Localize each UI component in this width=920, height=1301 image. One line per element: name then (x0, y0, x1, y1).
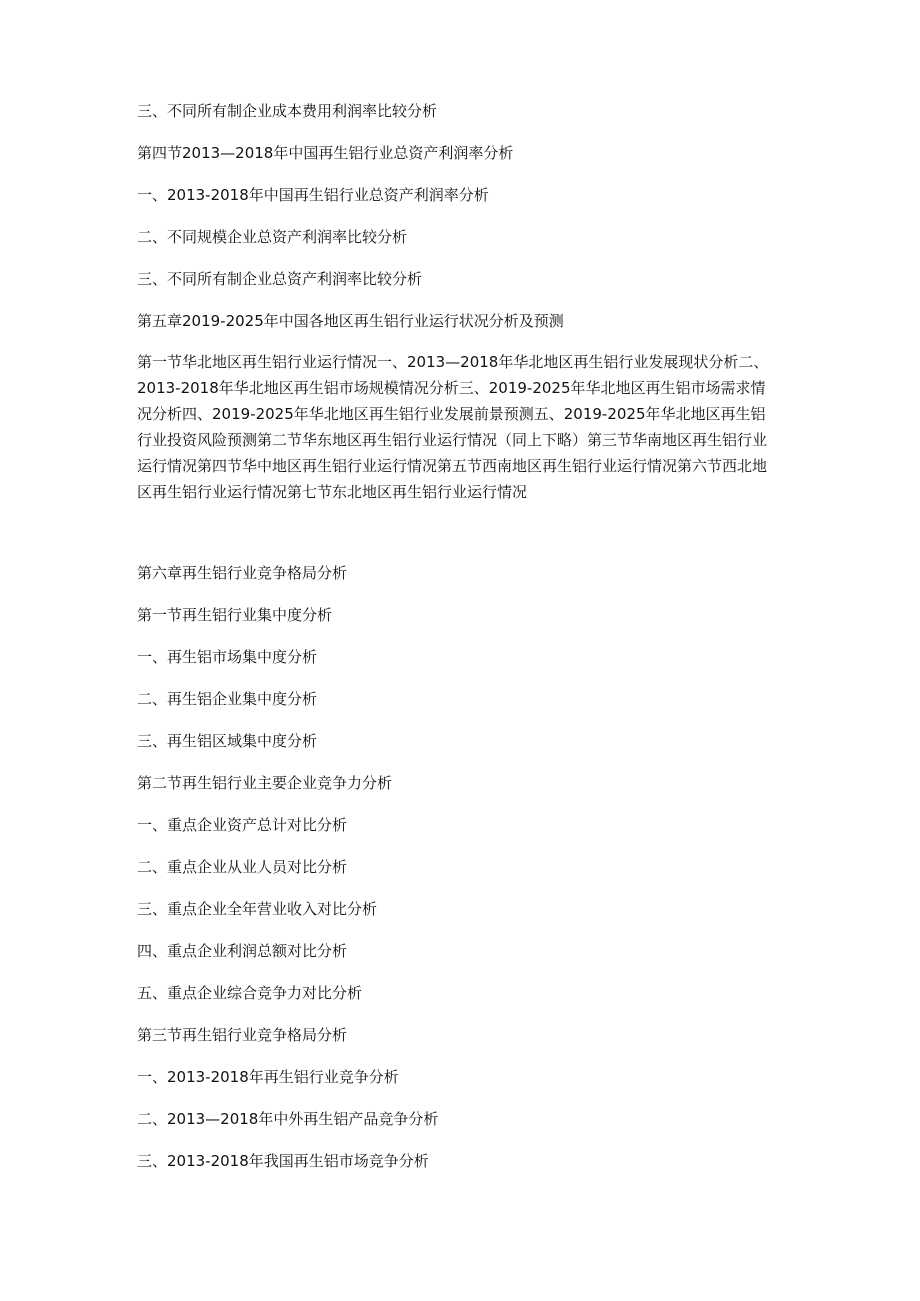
toc-line: 三、不同所有制企业成本费用利润率比较分析 (137, 102, 438, 120)
toc-line: 五、重点企业综合竞争力对比分析 (137, 984, 363, 1002)
chapter-heading: 第五章2019-2025年中国各地区再生铝行业运行状况分析及预测 (137, 312, 564, 330)
section-heading: 第二节再生铝行业主要企业竞争力分析 (137, 774, 393, 792)
toc-line: 一、2013-2018年再生铝行业竞争分析 (137, 1068, 399, 1086)
toc-line: 四、重点企业利润总额对比分析 (137, 942, 348, 960)
section-heading: 第一节再生铝行业集中度分析 (137, 606, 333, 624)
toc-line: 一、再生铝市场集中度分析 (137, 648, 318, 666)
toc-line: 一、2013-2018年中国再生铝行业总资产利润率分析 (137, 186, 489, 204)
chapter-heading: 第六章再生铝行业竞争格局分析 (137, 564, 348, 582)
toc-paragraph: 第一节华北地区再生铝行业运行情况一、2013—2018年华北地区再生铝行业发展现状分析二、2013-2018年华北地区再生铝市场规模情况分析三、2019-2025年华北地区再生铝市场需求情况分析四、2019-2025年华北地区再生铝行业发展前景预测五、2019-2025年华北地区再生铝行业投资风险预测第二节华东地区再生铝行业运行情况（同上下略）第三节华南地区再生铝行业运行情况第四节华中地区再生铝行业运行情况第五节西南地区再生铝行业运行情况第六节西北地区再生铝行业运行情况第七节东北地区再生铝行业运行情况 (137, 353, 769, 501)
toc-line: 二、2013—2018年中外再生铝产品竞争分析 (137, 1110, 439, 1128)
toc-line: 二、再生铝企业集中度分析 (137, 690, 318, 708)
toc-line: 二、不同规模企业总资产利润率比较分析 (137, 228, 408, 246)
toc-line: 三、再生铝区域集中度分析 (137, 732, 318, 750)
toc-line: 三、重点企业全年营业收入对比分析 (137, 900, 378, 918)
toc-line: 三、2013-2018年我国再生铝市场竞争分析 (137, 1152, 429, 1170)
toc-line: 三、不同所有制企业总资产利润率比较分析 (137, 270, 423, 288)
section-heading: 第三节再生铝行业竞争格局分析 (137, 1026, 348, 1044)
toc-line: 第四节2013—2018年中国再生铝行业总资产利润率分析 (137, 144, 514, 162)
toc-line: 一、重点企业资产总计对比分析 (137, 816, 348, 834)
toc-line: 二、重点企业从业人员对比分析 (137, 858, 348, 876)
